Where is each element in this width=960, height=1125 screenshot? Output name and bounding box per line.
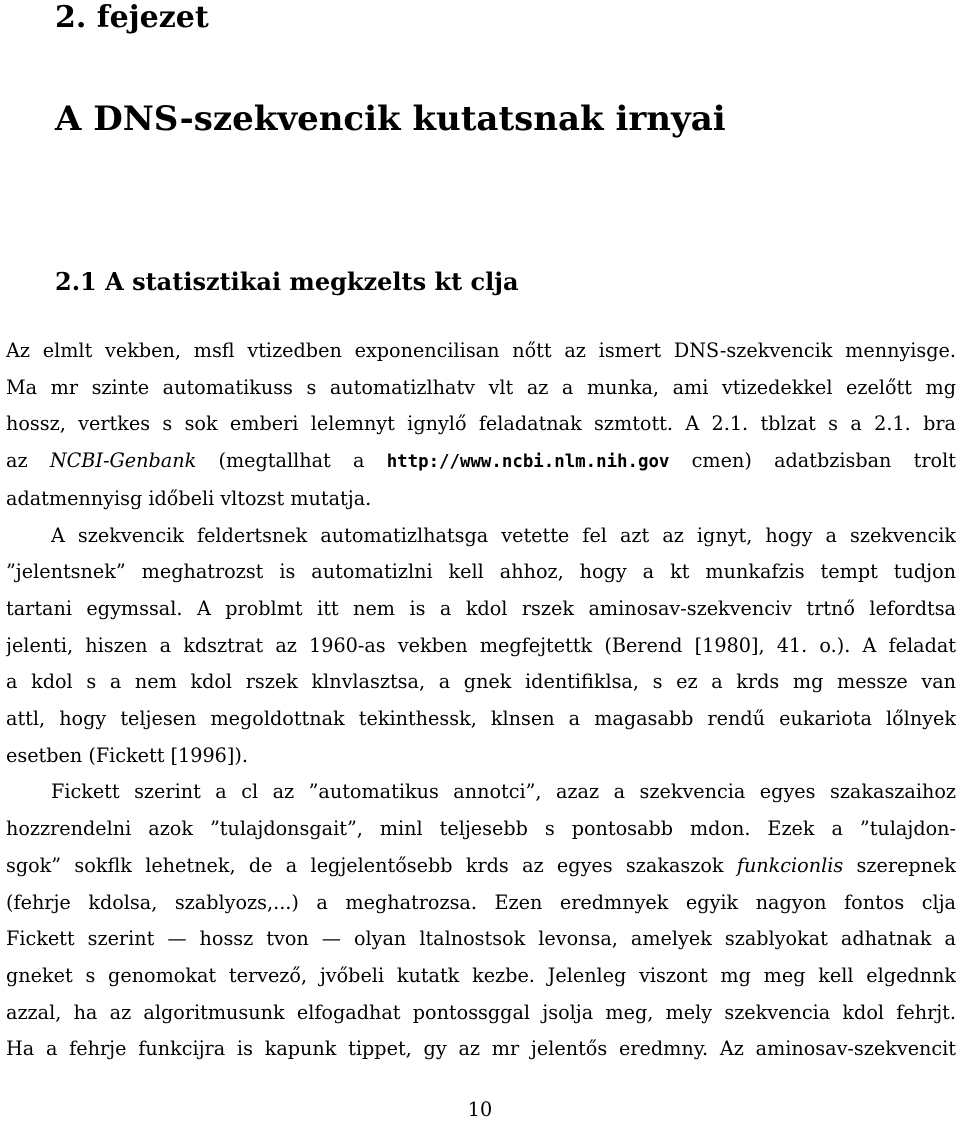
paragraph-3-line-1: Fickett szerint a cl az ”automatikus annotci”, azaz a szekvencia egyes szakaszaihoz xyxy=(51,780,956,804)
paragraph-3-line-3-post: szerepnek xyxy=(856,853,956,877)
paragraph-2-line-2: ”jelentsnek” meghatrozst is automatizlni kell ahhoz, hogy a kt munkafzis tempt tudjon xyxy=(6,560,956,584)
paragraph-3-line-7: azzal, ha az algoritmusunk elfogadhat pontossggal jsolja meg, mely szekvencia kdol fehrjt. xyxy=(6,1000,956,1024)
chapter-label: 2. fejezet xyxy=(55,0,209,35)
paragraph-1-line-4-post: cmen) adatbzisban trolt xyxy=(691,449,956,473)
paragraph-3-line-2: hozzrendelni azok ”tulajdonsgait”, minl teljesebb s pontosabb mdon. Ezek a ”tulajdon- xyxy=(6,817,956,841)
paragraph-1-line-4-pre: az xyxy=(6,449,28,473)
paragraph-2-line-1: A szekvencik feldertsnek automatizlhatsga vetette fel azt az ignyt, hogy a szekvencik xyxy=(51,523,956,547)
paragraph-1-line-4-mid: (megtallhat a xyxy=(218,449,365,473)
paragraph-1-line-2: Ma mr szinte automatikuss s automatizlhatv vlt az a munka, ami vtizedekkel ezelőtt mg xyxy=(6,375,956,399)
paragraph-1-line-3: hossz, vertkes s sok emberi lelemnyt ignylő feladatnak szmtott. A 2.1. tblzat s a 2.1. bra xyxy=(6,412,956,436)
paragraph-3-line-6: gneket s genomokat tervező, jvőbeli kutatk kezbe. Jelenleg viszont mg meg kell elgednnk xyxy=(6,963,956,987)
paragraph-3-line-3 xyxy=(6,848,956,885)
paragraph-2-line-5: a kdol s a nem kdol rszek klnvlasztsa, a gnek identifiklsa, s ez a krds mg messze van xyxy=(6,670,956,694)
section-title: 2.1 A statisztikai megkzelts kt clja xyxy=(55,267,519,296)
funkcionlis-term: funkcionlis xyxy=(736,853,844,877)
page-number: 10 xyxy=(467,1098,493,1121)
paragraph-2-line-4: jelenti, hiszen a kdsztrat az 1960-as vekben megfejtettk (Berend [1980], 41. o.). A feladat xyxy=(6,633,956,657)
paragraph-1-line-5: adatmennyisg időbeli vltozst mutatja. xyxy=(6,486,372,510)
paragraph-3-line-3-pre: sgok” sokflk lehetnek, de a legjelentősebb krds az egyes szakaszok xyxy=(6,853,724,877)
paragraph-2-line-3: tartani egymssal. A problmt itt nem is a kdol rszek aminosav-szekvenciv trtnő lefordtsa xyxy=(6,596,956,620)
genbank-name: NCBI-Genbank xyxy=(49,449,197,473)
paragraph-1-line-1: Az elmlt vekben, msfl vtizedben exponencilisan nőtt az ismert DNS-szekvencik mennyisge. xyxy=(6,339,956,362)
ncbi-url-link[interactable]: http://www.ncbi.nlm.nih.gov xyxy=(386,452,670,473)
paragraph-3-line-8: Ha a fehrje funkcijra is kapunk tippet, gy az mr jelentős eredmny. Az aminosav-szekvencit xyxy=(6,1037,956,1061)
body-text xyxy=(6,333,956,1068)
paragraph-3-line-4: (fehrje kdolsa, szablyozs,...) a meghatrozsa. Ezen eredmnyek egyik nagyon fontos clja xyxy=(6,890,956,914)
paragraph-3-line-5: Fickett szerint — hossz tvon — olyan ltalnostsok levonsa, amelyek szablyokat adhatnak a xyxy=(6,927,956,951)
chapter-title: A DNS-szekvencik kutatsnak irnyai xyxy=(55,99,726,139)
paragraph-2-line-6: attl, hogy teljesen megoldottnak tekinthessk, klnsen a magasabb rendű eukariota lőlnyek xyxy=(6,707,956,731)
paragraph-1-line-4 xyxy=(6,443,956,481)
paragraph-2-line-7: esetben (Fickett [1996]). xyxy=(6,743,248,767)
